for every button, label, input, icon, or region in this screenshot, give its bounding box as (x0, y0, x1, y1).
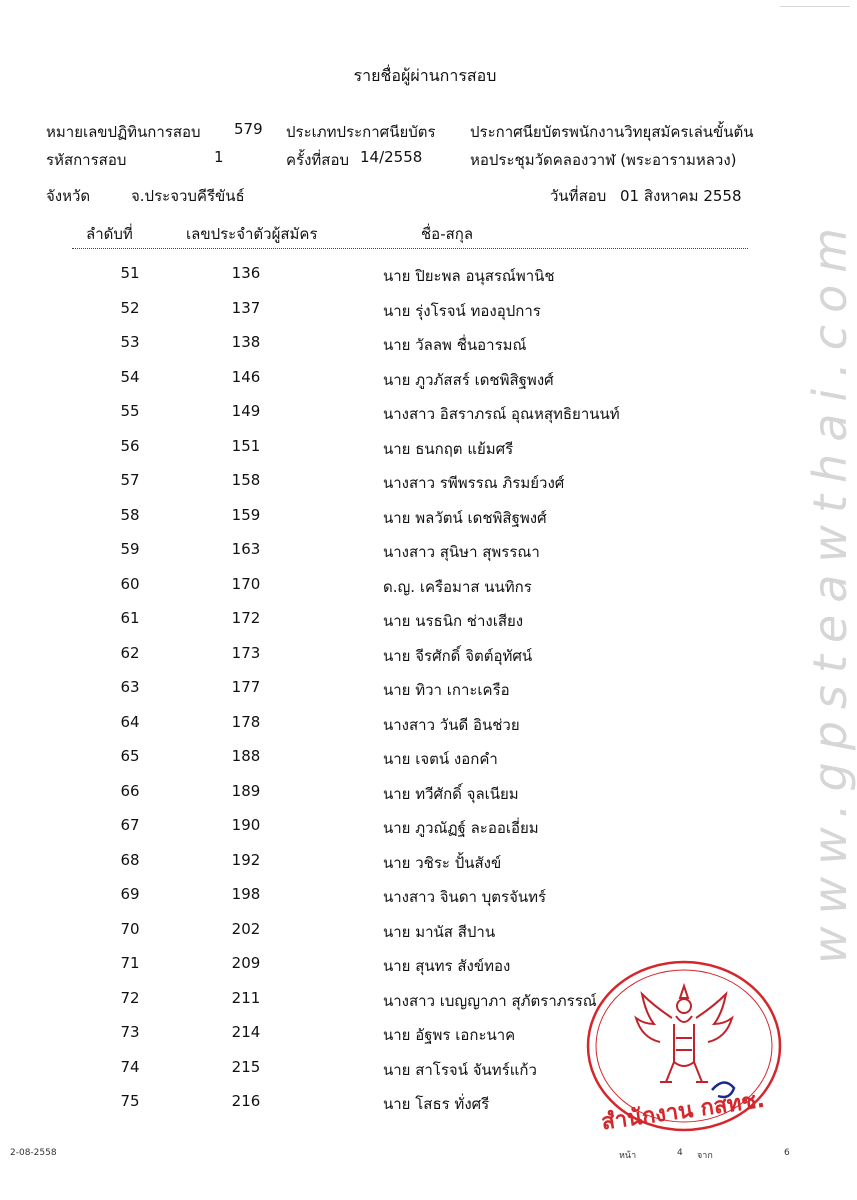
table-row (0, 885, 850, 915)
venue: หอประชุมวัดคลองวาฬ (พระอารามหลวง) (470, 151, 737, 169)
table-row (0, 437, 850, 467)
header-dotted-rule (72, 248, 748, 249)
table-row (0, 264, 850, 294)
row-full-name: นางสาว สุนิษา สุพรรณา (383, 543, 540, 561)
row-applicant-id: 138 (231, 333, 261, 351)
row-applicant-id: 159 (231, 506, 261, 524)
document-title: รายชื่อผู้ผ่านการสอบ (353, 66, 497, 85)
row-full-name: นาย สุนทร สังข์ทอง (383, 957, 511, 975)
row-order-number: 69 (120, 885, 140, 903)
row-applicant-id: 173 (231, 644, 261, 662)
table-row (0, 506, 850, 536)
row-full-name: นาย จีรศักดิ์ จิตต์อุทัศน์ (383, 647, 533, 665)
row-full-name: นาย นรธนิก ช่างเสียง (383, 612, 524, 630)
table-row (0, 299, 850, 329)
row-order-number: 68 (120, 851, 140, 869)
row-order-number: 73 (120, 1023, 140, 1041)
table-row (0, 609, 850, 639)
row-order-number: 53 (120, 333, 140, 351)
session-label: ครั้งที่สอบ (286, 151, 349, 169)
row-applicant-id: 209 (231, 954, 261, 972)
page-total: 6 (784, 1148, 790, 1158)
row-full-name: นาย วชิระ ปั้นสังข์ (383, 854, 502, 872)
row-applicant-id: 163 (231, 540, 261, 558)
row-full-name: นาย สาโรจน์ จันทร์แก้ว (383, 1061, 537, 1079)
row-full-name: นาย อัฐพร เอกะนาค (383, 1026, 516, 1044)
column-heading-order: ลำดับที่ (86, 225, 133, 243)
row-full-name: นางสาว จินดา บุตรจันทร์ (383, 888, 547, 906)
exam-code-label: รหัสการสอบ (46, 151, 127, 169)
row-applicant-id: 190 (231, 816, 261, 834)
row-full-name: นาย โสธร ทั่งศรี (383, 1095, 490, 1113)
row-full-name: นาย ทวีศักดิ์ จุลเนียม (383, 785, 519, 803)
row-full-name: นางสาว วันดี อินช่วย (383, 716, 520, 734)
row-full-name: นาย เจตน์ งอกคำ (383, 750, 498, 768)
row-full-name: นางสาว เบญญาภา สุภัตราภรรณ์ (383, 992, 597, 1010)
exam-permit-label: หมายเลขปฏิทินการสอบ (46, 123, 201, 141)
row-order-number: 63 (120, 678, 140, 696)
session-value: 14/2558 (360, 148, 423, 166)
table-row (0, 575, 850, 605)
row-full-name: นาย ธนกฤต แย้มศรี (383, 440, 514, 458)
row-full-name: นาย วัลลพ ชื่นอารมณ์ (383, 336, 527, 354)
row-applicant-id: 146 (231, 368, 261, 386)
row-order-number: 51 (120, 264, 140, 282)
row-full-name: นาย รุ่งโรจน์ ทองอุปการ (383, 302, 541, 320)
exam-code-value: 1 (214, 148, 224, 166)
row-full-name: นาย ภูวภัสสร์ เดชพิสิฐพงศ์ (383, 371, 554, 389)
table-row (0, 644, 850, 674)
table-row (0, 713, 850, 743)
row-applicant-id: 202 (231, 920, 261, 938)
row-applicant-id: 178 (231, 713, 261, 731)
province-label: จังหวัด (46, 187, 91, 205)
table-row (0, 368, 850, 398)
row-applicant-id: 198 (231, 885, 261, 903)
row-order-number: 52 (120, 299, 140, 317)
row-applicant-id: 172 (231, 609, 261, 627)
row-applicant-id: 192 (231, 851, 261, 869)
row-applicant-id: 137 (231, 299, 261, 317)
row-applicant-id: 216 (231, 1092, 261, 1110)
certificate-type-value: ประกาศนียบัตรพนักงานวิทยุสมัครเล่นขั้นต้น (470, 123, 754, 141)
row-order-number: 72 (120, 989, 140, 1007)
official-stamp (584, 958, 784, 1136)
row-full-name: นางสาว รพีพรรณ ภิรมย์วงศ์ (383, 474, 565, 492)
row-order-number: 62 (120, 644, 140, 662)
table-row (0, 851, 850, 881)
exam-date-value: 01 สิงหาคม 2558 (620, 187, 742, 205)
row-order-number: 74 (120, 1058, 140, 1076)
page-number: 4 (677, 1148, 683, 1158)
row-full-name: นาย พลวัตน์ เดชพิสิฐพงศ์ (383, 509, 547, 527)
row-full-name: นาย ทิวา เกาะเครือ (383, 681, 510, 699)
row-applicant-id: 214 (231, 1023, 261, 1041)
column-heading-applicant-id: เลขประจำตัวผู้สมัคร (186, 225, 318, 243)
row-applicant-id: 215 (231, 1058, 261, 1076)
row-order-number: 58 (120, 506, 140, 524)
certificate-type-label: ประเภทประกาศนียบัตร (286, 123, 436, 141)
table-row (0, 747, 850, 777)
row-applicant-id: 151 (231, 437, 261, 455)
table-row (0, 471, 850, 501)
print-date: 2-08-2558 (10, 1148, 57, 1158)
row-order-number: 64 (120, 713, 140, 731)
table-row (0, 402, 850, 432)
row-applicant-id: 158 (231, 471, 261, 489)
row-order-number: 55 (120, 402, 140, 420)
row-order-number: 67 (120, 816, 140, 834)
corner-mark (780, 0, 850, 7)
row-applicant-id: 149 (231, 402, 261, 420)
row-applicant-id: 170 (231, 575, 261, 593)
row-order-number: 75 (120, 1092, 140, 1110)
row-order-number: 61 (120, 609, 140, 627)
row-order-number: 71 (120, 954, 140, 972)
table-row (0, 920, 850, 950)
row-applicant-id: 188 (231, 747, 261, 765)
page-label: หน้า (619, 1151, 637, 1161)
table-row (0, 333, 850, 363)
website-watermark (803, 40, 857, 1140)
exam-permit-value: 579 (234, 120, 263, 138)
watermark-text: www.gpsteawthai.com (803, 215, 857, 965)
row-order-number: 56 (120, 437, 140, 455)
row-applicant-id: 136 (231, 264, 261, 282)
table-row (0, 540, 850, 570)
of-label: จาก (697, 1151, 713, 1161)
province-value: จ.ประจวบคีรีขันธ์ (131, 187, 245, 205)
row-order-number: 70 (120, 920, 140, 938)
exam-date-label: วันที่สอบ (550, 187, 607, 205)
svg-text:สำนักงาน กสทช.: สำนักงาน กสทช. (599, 1087, 767, 1136)
row-full-name: นางสาว อิสราภรณ์ อุณหสุทธิยานนท์ (383, 405, 620, 423)
row-order-number: 60 (120, 575, 140, 593)
row-full-name: นาย ปิยะพล อนุสรณ์พานิช (383, 267, 555, 285)
table-row (0, 782, 850, 812)
row-applicant-id: 177 (231, 678, 261, 696)
row-full-name: นาย ภูวณัฏฐ์ ละออเอี่ยม (383, 819, 539, 837)
row-applicant-id: 211 (231, 989, 261, 1007)
garuda-emblem-stamp (584, 958, 784, 1136)
row-order-number: 66 (120, 782, 140, 800)
table-row (0, 678, 850, 708)
row-order-number: 54 (120, 368, 140, 386)
row-order-number: 57 (120, 471, 140, 489)
column-heading-name: ชื่อ-สกุล (421, 225, 474, 243)
row-full-name: ด.ญ. เครือมาส นนทิกร (383, 578, 532, 596)
row-order-number: 65 (120, 747, 140, 765)
row-applicant-id: 189 (231, 782, 261, 800)
table-row (0, 816, 850, 846)
row-full-name: นาย มานัส สีปาน (383, 923, 496, 941)
row-order-number: 59 (120, 540, 140, 558)
